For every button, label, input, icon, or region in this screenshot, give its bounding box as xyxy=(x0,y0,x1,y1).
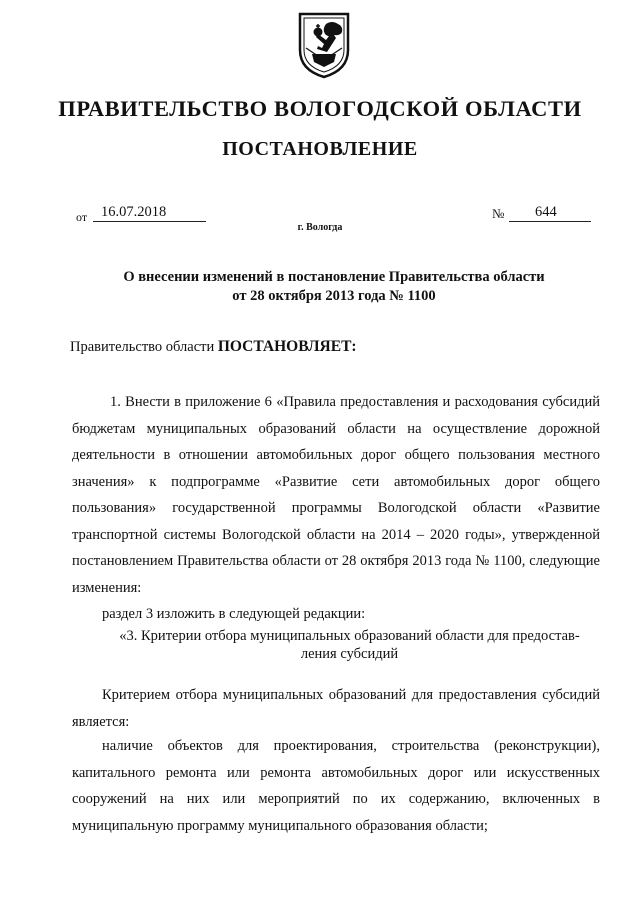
criterion-paragraph: Критерием отбора муниципальных образований для предоставления субсидий является: xyxy=(72,687,600,730)
quoted-section-title xyxy=(102,627,597,663)
quoted-title-line-2: ления субсидий xyxy=(300,646,399,662)
date-label: от xyxy=(76,210,88,224)
decree-verb: ПОСТАНОВЛЯЕТ: xyxy=(217,338,357,355)
number-label: № xyxy=(492,206,505,221)
subject-line-1: О внесении изменений в постановление Правительства области xyxy=(123,269,545,285)
subject-line-2: от 28 октября 2013 года № 1100 xyxy=(232,288,436,304)
coat-of-arms-icon xyxy=(296,10,352,80)
document-type: ПОСТАНОВЛЕНИЕ xyxy=(222,138,418,160)
objects-paragraph: наличие объектов для проектирования, строительства (реконструкции), капитального ремонта или ремонта автомобильных дорог или искусственных сооружений на них или мероприятий по их содержанию, включенных в муниципальную программу муниципального образования области; xyxy=(72,738,600,834)
document-date: 16.07.2018 xyxy=(93,203,206,222)
document-number: 644 xyxy=(509,203,591,222)
decree-statement xyxy=(70,338,357,356)
quoted-title-line-1: «3. Критерии отбора муниципальных образований области для предостав- xyxy=(119,628,580,644)
decree-prefix: Правительство области xyxy=(70,339,215,355)
section-instruction: раздел 3 изложить в следующей редакции: xyxy=(102,606,366,622)
paragraph-1-text: 1. Внести в приложение 6 «Правила предоставления и расходования субсидий бюджетам муниципальных образований области на осуществление дорожной деятельности в отношении автомобильных дорог общего пользования местного значения» к подпрограмме «Развитие сети автомобильных дорог общего пользования» государственной программы Вологодской области «Развитие транспортной системы Вологодской области на 2014 – 2020 годы», утвержденной постановлением Правительства области от 28 октября 2013 года № 1100, следующие изменения: xyxy=(72,394,600,596)
document-subject xyxy=(60,268,608,306)
government-title: ПРАВИТЕЛЬСТВО ВОЛОГОДСКОЙ ОБЛАСТИ xyxy=(58,96,582,121)
paragraph-1 xyxy=(72,389,600,601)
city-name: г. Вологда xyxy=(297,222,343,233)
